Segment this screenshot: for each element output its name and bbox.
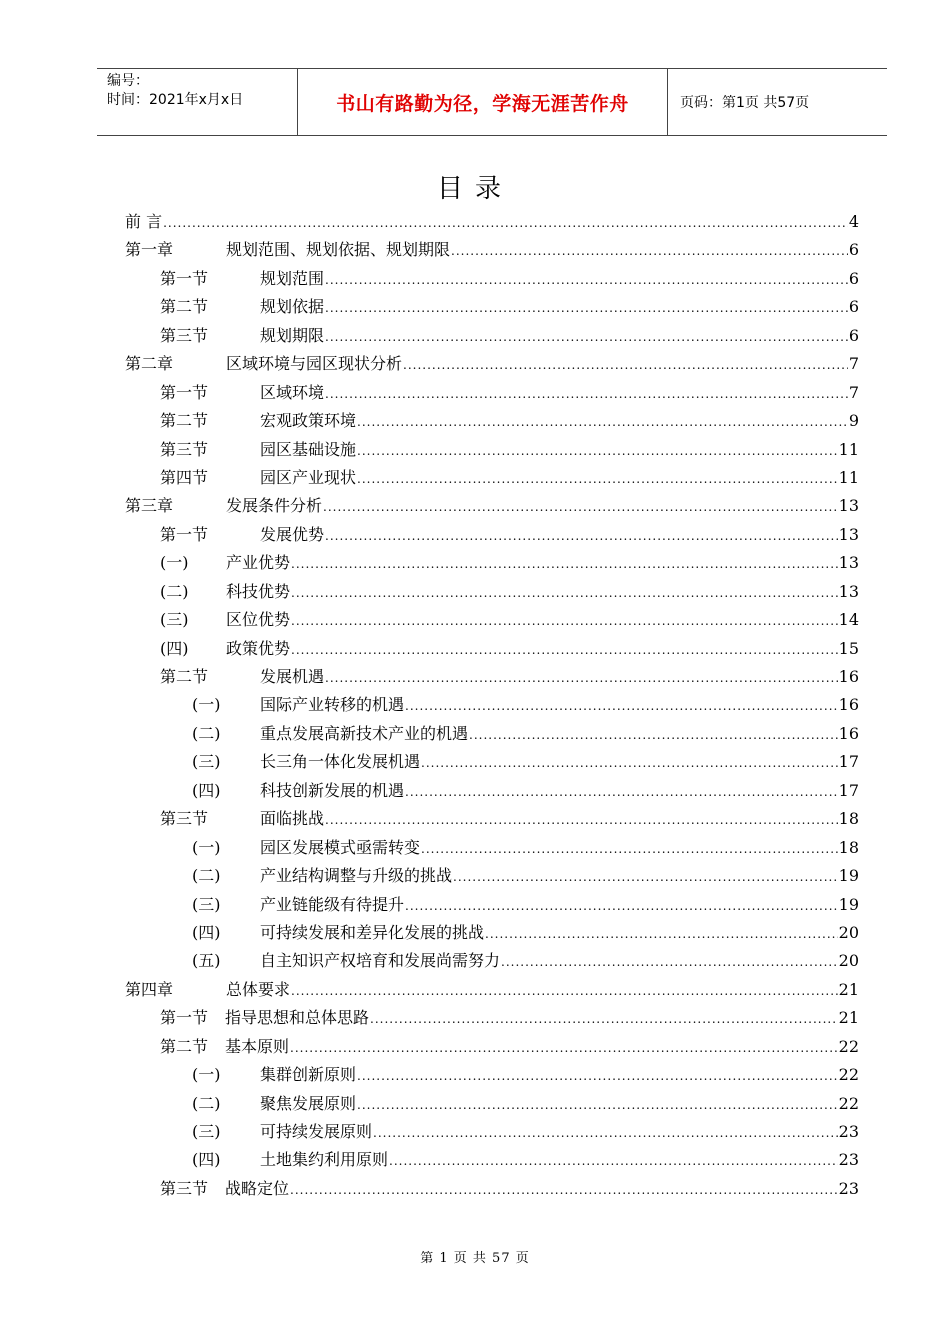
toc-entry-page: 13 (838, 581, 859, 601)
toc-entry[interactable] (125, 1033, 859, 1061)
toc-entry-number: (一) (160, 553, 189, 573)
toc-entry-page: 6 (848, 240, 859, 260)
toc-entry-page: 6 (848, 325, 859, 345)
toc-leader-dots (357, 437, 838, 465)
toc-entry-page: 22 (838, 1036, 859, 1056)
toc-entry-title: 集群创新原则 (260, 1065, 357, 1085)
toc-entry-number: 第二节 (160, 297, 209, 317)
toc-entry-page: 7 (848, 354, 859, 374)
toc-entry-title: 可持续发展原则 (260, 1122, 373, 1141)
toc-entry[interactable] (125, 350, 859, 378)
toc-entry-number: 第四节 (160, 467, 209, 487)
toc-entry-title: 重点发展高新技术产业的机遇 (260, 723, 469, 743)
toc-entry-page: 17 (838, 780, 859, 800)
toc-entry-page: 20 (838, 922, 859, 942)
toc-leader-dots (163, 209, 848, 237)
toc-entry-page: 23 (838, 1122, 859, 1141)
toc-entry[interactable] (125, 521, 859, 549)
toc-entry-title: 总体要求 (226, 979, 291, 999)
toc-entry[interactable] (125, 947, 859, 975)
table-of-contents (125, 208, 859, 1203)
toc-entry-title: 自主知识产权培育和发展尚需努力 (260, 951, 501, 971)
toc-leader-dots (290, 1034, 838, 1062)
toc-entry[interactable] (125, 265, 859, 293)
toc-entry-page: 22 (838, 1065, 859, 1085)
toc-entry-page: 22 (838, 1093, 859, 1113)
toc-leader-dots (290, 1176, 838, 1204)
toc-leader-dots (325, 294, 848, 322)
toc-entry-title: 发展条件分析 (226, 496, 323, 516)
toc-entry[interactable] (125, 1146, 859, 1174)
toc-entry-page: 16 (838, 667, 859, 686)
toc-entry-number: 第一节 (160, 1008, 209, 1028)
toc-entry-page: 7 (848, 382, 859, 402)
toc-entry[interactable] (125, 549, 859, 577)
toc-entry[interactable] (125, 293, 859, 321)
toc-entry-number: 第三节 (160, 325, 209, 345)
toc-entry[interactable] (125, 834, 859, 862)
toc-entry-title: 园区发展模式亟需转变 (260, 837, 421, 857)
toc-entry-number: (四) (192, 1150, 221, 1170)
toc-entry-number: 第四章 (125, 979, 174, 999)
toc-entry[interactable] (125, 322, 859, 350)
toc-entry-number: 第三节 (160, 439, 209, 459)
toc-leader-dots (291, 579, 838, 607)
toc-entry-title: 科技优势 (226, 581, 291, 601)
toc-entry-number: 第一章 (125, 240, 174, 260)
toc-entry-page: 19 (838, 894, 859, 914)
toc-leader-dots (325, 323, 848, 351)
page-footer: 第 1 页 共 57 页 (420, 1251, 530, 1266)
toc-entry-page: 11 (838, 467, 859, 487)
toc-entry-number: 第一节 (160, 382, 209, 402)
toc-leader-dots (325, 806, 838, 834)
toc-entry-page: 17 (838, 752, 859, 772)
toc-entry-title: 科技创新发展的机遇 (260, 780, 405, 800)
toc-leader-dots (357, 408, 848, 436)
toc-entry-number: (二) (192, 723, 221, 743)
toc-leader-dots (469, 721, 838, 749)
toc-entry[interactable] (125, 919, 859, 947)
toc-entry-number: 第二节 (160, 411, 209, 431)
page-title: 目录 (436, 174, 513, 204)
document-header (97, 68, 887, 136)
toc-entry-number: 第三节 (160, 1178, 209, 1198)
toc-leader-dots (389, 1147, 838, 1175)
toc-leader-dots (421, 749, 838, 777)
toc-entry[interactable] (125, 464, 859, 492)
toc-entry-number: 第三节 (160, 809, 209, 829)
toc-leader-dots (291, 607, 838, 635)
toc-entry-title: 战略定位 (225, 1178, 290, 1198)
toc-entry[interactable] (125, 407, 859, 435)
toc-entry-title: 区域环境与园区现状分析 (226, 354, 403, 374)
toc-entry-page: 15 (838, 638, 859, 658)
toc-leader-dots (325, 522, 838, 550)
toc-entry-page: 9 (848, 411, 859, 431)
toc-entry[interactable] (125, 720, 859, 748)
toc-entry-page: 16 (838, 723, 859, 743)
toc-entry-number: (二) (192, 866, 221, 886)
toc-entry[interactable] (125, 1061, 859, 1089)
toc-entry-page: 19 (838, 866, 859, 886)
toc-leader-dots (485, 920, 838, 948)
toc-entry-page: 11 (838, 439, 859, 459)
toc-entry-number: (一) (192, 1065, 221, 1085)
toc-entry[interactable] (125, 208, 859, 236)
toc-entry-title: 规划范围、规划依据、规划期限 (226, 240, 451, 260)
toc-entry[interactable] (125, 606, 859, 634)
toc-leader-dots (405, 778, 838, 806)
toc-leader-dots (291, 977, 838, 1005)
toc-entry[interactable] (125, 805, 859, 833)
toc-leader-dots (291, 550, 838, 578)
toc-entry-page: 23 (838, 1178, 859, 1198)
toc-entry-title: 长三角一体化发展机遇 (260, 752, 421, 772)
toc-entry-number: (二) (192, 1093, 221, 1113)
toc-entry-page: 16 (838, 695, 859, 715)
toc-entry-title: 产业优势 (226, 553, 291, 573)
toc-entry-title: 聚焦发展原则 (260, 1093, 357, 1113)
toc-entry[interactable] (125, 578, 859, 606)
toc-entry[interactable] (125, 1004, 859, 1032)
toc-entry-title: 发展机遇 (260, 667, 325, 686)
toc-entry-number: (一) (192, 695, 221, 715)
toc-leader-dots (325, 266, 848, 294)
toc-leader-dots (357, 1091, 838, 1119)
toc-entry-page: 4 (848, 212, 859, 231)
toc-entry[interactable] (125, 1090, 859, 1118)
toc-entry-number: 第一节 (160, 524, 209, 544)
toc-entry[interactable] (125, 635, 859, 663)
toc-entry[interactable] (125, 691, 859, 719)
toc-entry-page: 21 (838, 1008, 859, 1028)
toc-leader-dots (323, 493, 838, 521)
toc-entry-page: 6 (848, 268, 859, 288)
toc-entry[interactable] (125, 492, 859, 520)
toc-entry-title: 区域环境 (260, 382, 325, 402)
toc-leader-dots (453, 863, 838, 891)
toc-entry-page: 14 (838, 610, 859, 630)
toc-entry-title: 园区产业现状 (260, 467, 357, 487)
header-meta (97, 69, 298, 135)
toc-entry-number: 第二节 (160, 667, 209, 686)
toc-entry-number: 第一节 (160, 268, 209, 288)
toc-leader-dots (357, 465, 838, 493)
toc-entry-page: 18 (838, 809, 859, 829)
toc-entry-number: (三) (192, 1122, 221, 1141)
toc-leader-dots (405, 892, 838, 920)
toc-leader-dots (325, 380, 848, 408)
header-motto: 书山有路勤为径，学海无涯苦作舟 (298, 69, 668, 135)
toc-entry[interactable] (125, 379, 859, 407)
toc-entry-number: (三) (192, 894, 221, 914)
toc-entry-number: (五) (192, 951, 221, 971)
toc-entry[interactable] (125, 663, 859, 691)
toc-entry-title: 区位优势 (226, 610, 291, 630)
toc-leader-dots (451, 237, 848, 265)
toc-entry[interactable] (125, 976, 859, 1004)
toc-entry-page: 20 (838, 951, 859, 971)
document-time-label: 时间：2021年x月x日 (107, 92, 244, 108)
toc-leader-dots (501, 948, 838, 976)
toc-leader-dots (405, 692, 838, 720)
toc-entry-title: 产业链能级有待提升 (260, 894, 405, 914)
toc-entry-title: 基本原则 (225, 1036, 290, 1056)
toc-entry-number: (一) (192, 837, 221, 857)
toc-entry-number: 第三章 (125, 496, 174, 516)
toc-entry-number: 第二节 (160, 1036, 209, 1056)
toc-entry-title: 发展优势 (260, 524, 325, 544)
toc-entry-title: 面临挑战 (260, 809, 325, 829)
toc-entry-title: 土地集约利用原则 (260, 1150, 389, 1170)
toc-entry-title: 国际产业转移的机遇 (260, 695, 405, 715)
toc-entry-title: 政策优势 (226, 638, 291, 658)
toc-entry-number: (四) (192, 922, 221, 942)
toc-entry-page: 13 (838, 524, 859, 544)
document-number-label: 编号： (107, 73, 149, 89)
header-page-info: 页码：第1页 共57页 (680, 95, 810, 111)
toc-entry-title: 产业结构调整与升级的挑战 (260, 866, 453, 886)
toc-entry-page: 6 (848, 297, 859, 317)
toc-entry-page: 13 (838, 553, 859, 573)
toc-leader-dots (421, 835, 838, 863)
toc-entry[interactable] (125, 891, 859, 919)
toc-entry[interactable] (125, 748, 859, 776)
toc-leader-dots (357, 1062, 838, 1090)
toc-entry-title: 可持续发展和差异化发展的挑战 (260, 922, 485, 942)
toc-entry-number: (三) (160, 610, 189, 630)
toc-leader-dots (325, 664, 838, 692)
toc-entry[interactable] (125, 1118, 859, 1146)
toc-leader-dots (370, 1005, 838, 1033)
toc-entry-number: 前 言 (125, 212, 163, 231)
toc-entry[interactable] (125, 1175, 859, 1203)
toc-entry-number: 第二章 (125, 354, 174, 374)
toc-entry-title: 规划期限 (260, 325, 325, 345)
toc-entry-number: (二) (160, 581, 189, 601)
toc-entry-title: 规划范围 (260, 268, 325, 288)
toc-entry-title: 指导思想和总体思路 (225, 1008, 370, 1028)
toc-entry-title: 宏观政策环境 (260, 411, 357, 431)
toc-entry-page: 23 (838, 1150, 859, 1170)
toc-entry-title: 园区基础设施 (260, 439, 357, 459)
toc-entry-number: (四) (192, 780, 221, 800)
toc-entry-number: (四) (160, 638, 189, 658)
toc-entry[interactable] (125, 436, 859, 464)
toc-entry[interactable] (125, 862, 859, 890)
toc-leader-dots (373, 1119, 838, 1147)
toc-entry-number: (三) (192, 752, 221, 772)
toc-leader-dots (403, 351, 848, 379)
toc-entry-title: 规划依据 (260, 297, 325, 317)
toc-entry-page: 13 (838, 496, 859, 516)
toc-entry[interactable] (125, 777, 859, 805)
toc-leader-dots (291, 636, 838, 664)
toc-entry-page: 21 (838, 979, 859, 999)
toc-entry[interactable] (125, 236, 859, 264)
toc-entry-page: 18 (838, 837, 859, 857)
